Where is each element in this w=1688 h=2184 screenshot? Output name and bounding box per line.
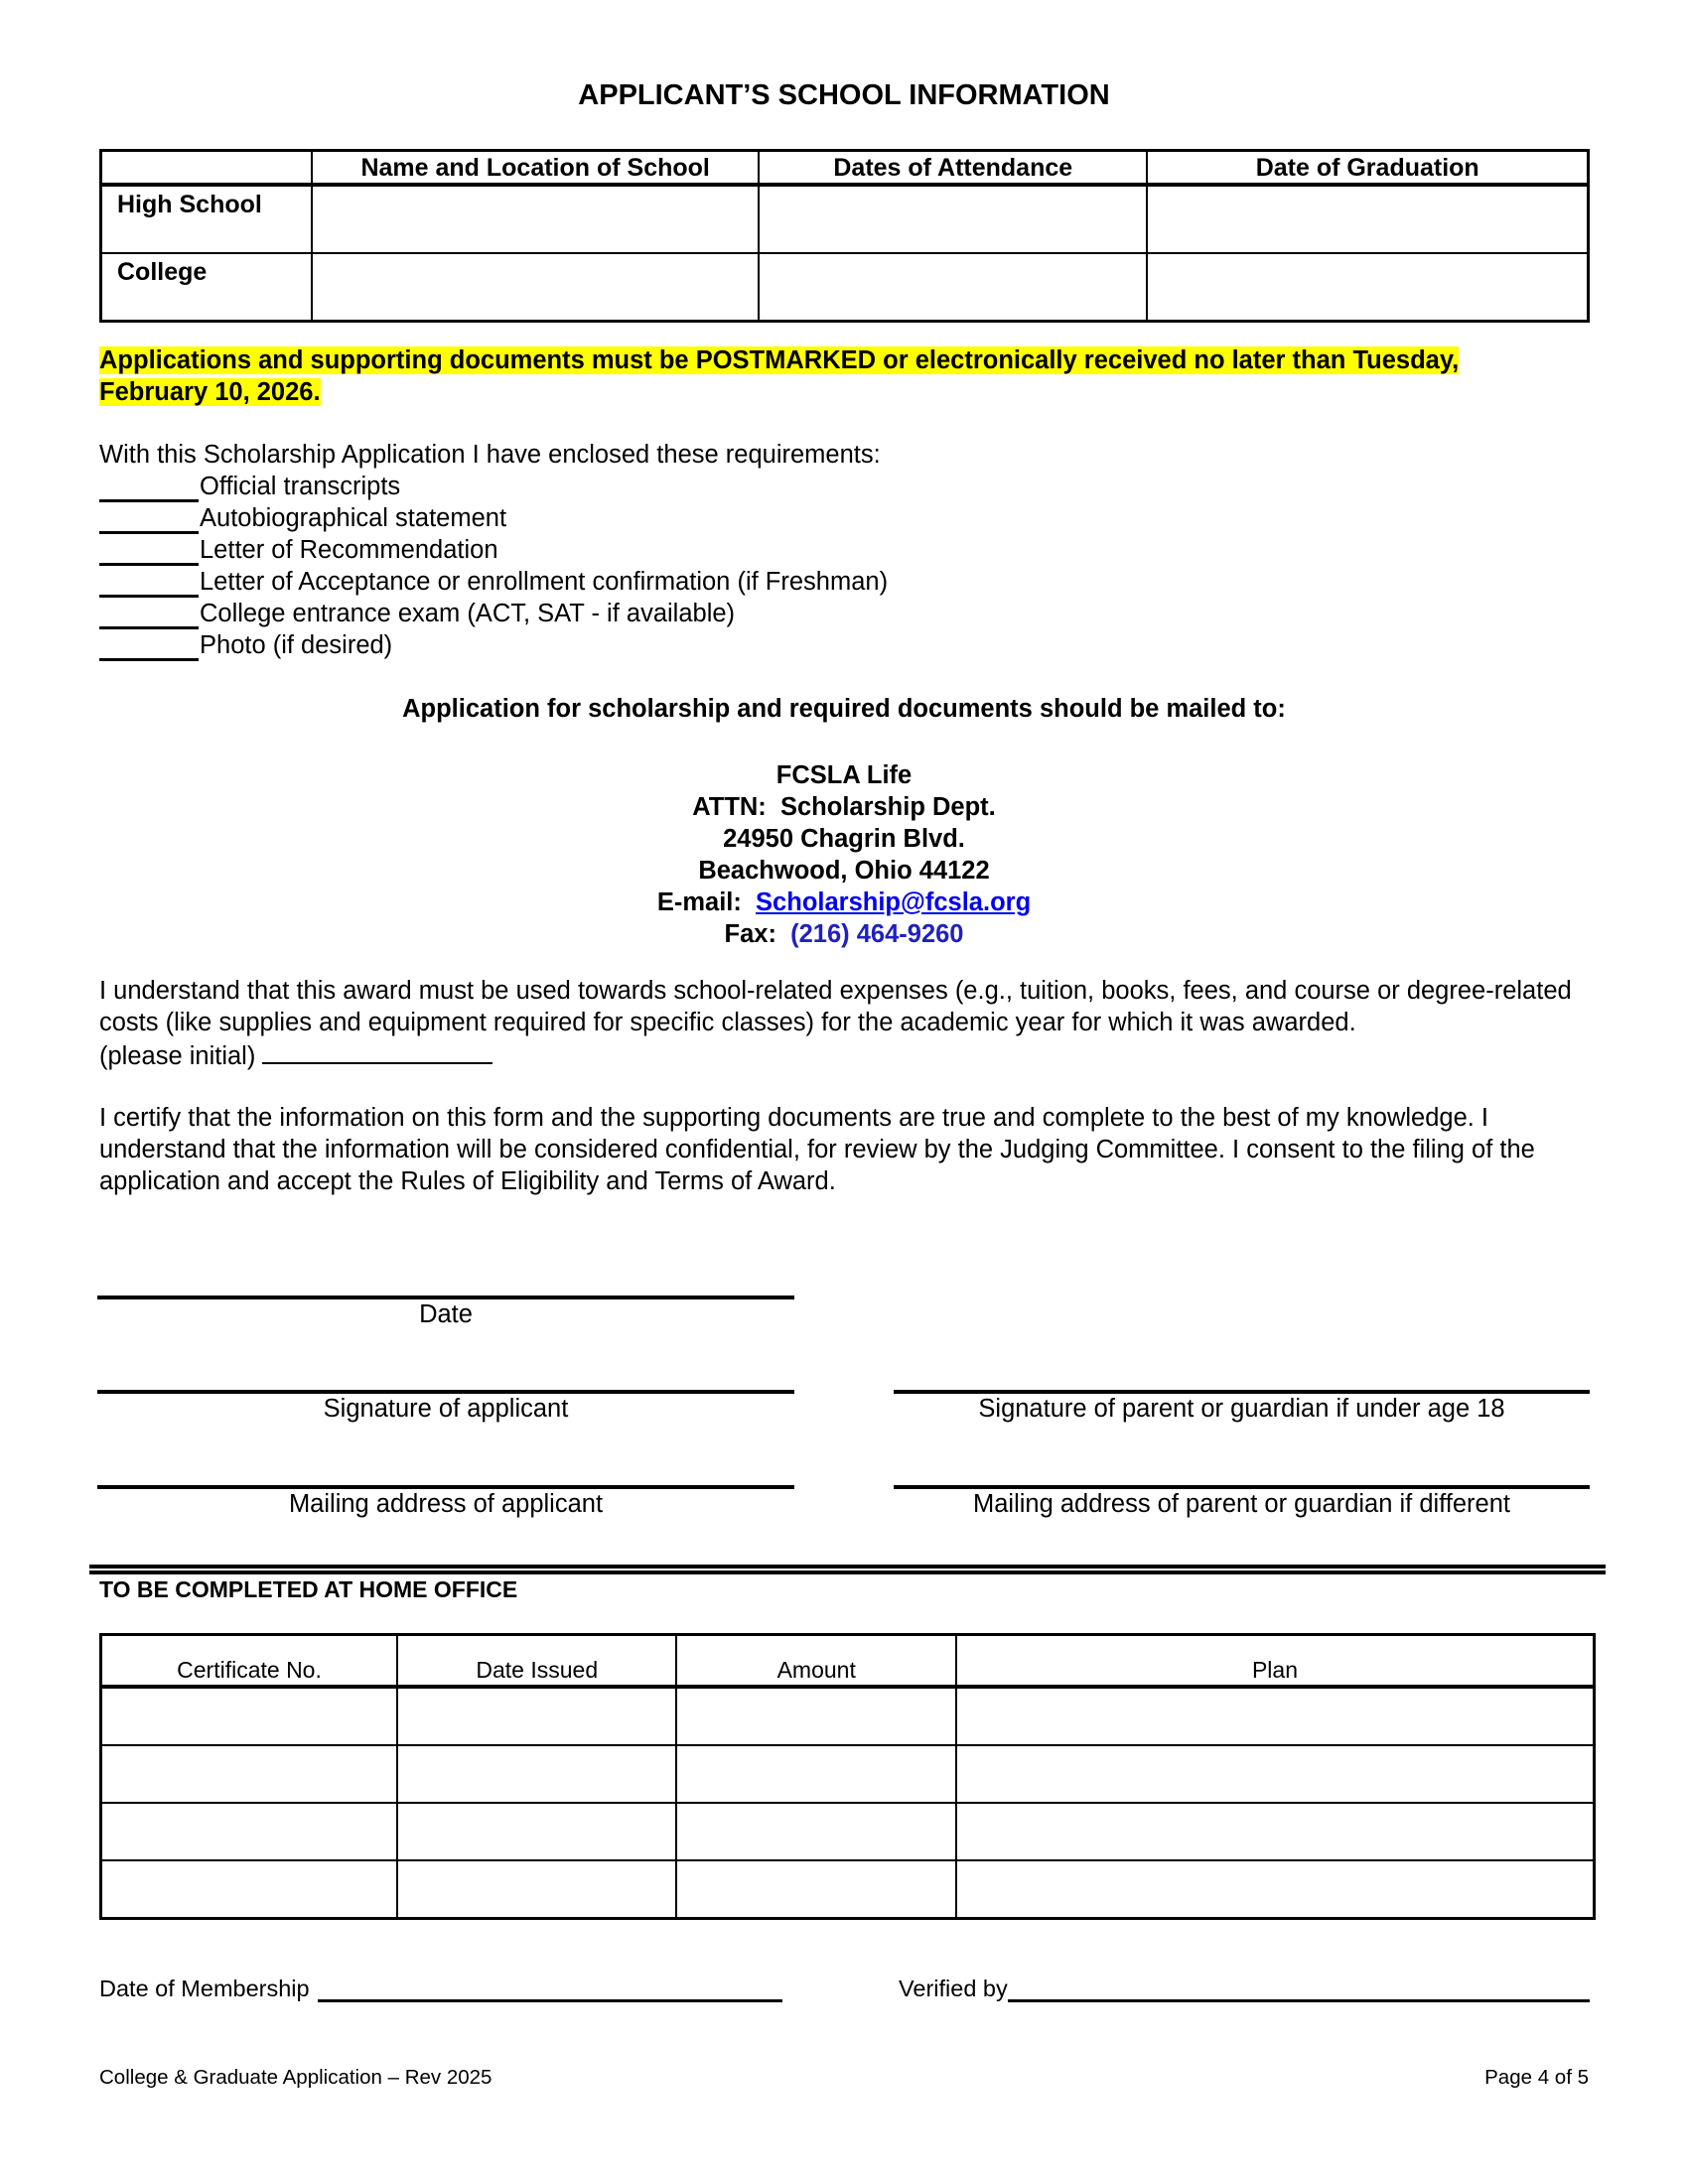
school-table-header-row xyxy=(101,151,1589,186)
table-row-college xyxy=(101,253,1589,322)
amount-cell[interactable] xyxy=(676,1803,955,1860)
high-school-name-field[interactable] xyxy=(312,185,759,253)
plan-cell[interactable] xyxy=(956,1860,1595,1919)
mailing-address-block xyxy=(0,759,1688,950)
requirement-item xyxy=(99,598,888,629)
address-attn: ATTN: Scholarship Dept. xyxy=(692,793,996,821)
date-issued-cell[interactable] xyxy=(397,1803,676,1860)
date-line[interactable] xyxy=(97,1296,794,1299)
applicant-signature-line[interactable] xyxy=(97,1390,794,1394)
table-row xyxy=(101,1745,1595,1803)
deadline-notice xyxy=(99,344,1590,408)
section-divider-rule xyxy=(89,1570,1606,1574)
date-issued-cell[interactable] xyxy=(397,1687,676,1745)
verified-by-field xyxy=(899,1976,1590,2002)
certificate-no-cell[interactable] xyxy=(101,1803,398,1860)
requirement-check-blank[interactable] xyxy=(99,537,199,566)
amount-cell[interactable] xyxy=(676,1860,955,1919)
initial-label: (please initial) xyxy=(99,1042,256,1070)
requirement-item xyxy=(99,566,888,598)
plan-cell[interactable] xyxy=(956,1803,1595,1860)
guardian-address-line[interactable] xyxy=(894,1485,1590,1489)
high-school-dates-field[interactable] xyxy=(759,185,1147,253)
table-row-high-school xyxy=(101,185,1589,253)
applicant-address-line[interactable] xyxy=(97,1485,794,1489)
award-use-text: I understand that this award must be used towards school-related expenses (e.g., tuition, books, fees, and course or degree-related costs (like supplies and equipment required for specific classes) for the academic year for which it was awarded. xyxy=(99,977,1572,1036)
guardian-signature-label: Signature of parent or guardian if under age 18 xyxy=(978,1395,1505,1423)
header-amount: Amount xyxy=(676,1635,955,1688)
email-link[interactable]: Scholarship@fcsla.org xyxy=(756,888,1032,916)
header-plan: Plan xyxy=(956,1635,1595,1688)
certificate-no-cell[interactable] xyxy=(101,1745,398,1803)
applicant-signature-label: Signature of applicant xyxy=(323,1395,569,1423)
requirement-label: Photo (if desired) xyxy=(200,631,393,659)
requirement-label: Letter of Recommendation xyxy=(200,536,498,564)
requirement-label: Letter of Acceptance or enrollment confirmation (if Freshman) xyxy=(200,568,889,596)
header-dates-attendance: Dates of Attendance xyxy=(759,151,1147,186)
award-use-statement xyxy=(99,975,1594,1072)
table-row xyxy=(101,1803,1595,1860)
section-divider-rule xyxy=(89,1565,1606,1569)
verified-by-label: Verified by xyxy=(899,1976,1008,2001)
college-dates-field[interactable] xyxy=(759,253,1147,322)
home-office-table xyxy=(99,1633,1596,1920)
mailing-heading: Application for scholarship and required documents should be mailed to: xyxy=(402,695,1286,723)
plan-cell[interactable] xyxy=(956,1745,1595,1803)
date-of-membership-field xyxy=(99,1976,782,2002)
fax-label: Fax: xyxy=(724,920,776,948)
verified-by-input[interactable] xyxy=(1008,1976,1590,2002)
requirement-check-blank[interactable] xyxy=(99,569,199,598)
college-name-field[interactable] xyxy=(312,253,759,322)
requirement-item xyxy=(99,629,888,661)
fax-number: (216) 464-9260 xyxy=(790,920,964,948)
date-label: Date xyxy=(419,1300,473,1328)
certification-statement: I certify that the information on this form and the supporting documents are true and complete to the best of my knowledge. I understand that the information will be considered confidential, for review by the Judging Committee. I consent to the filing of the application and accept the Rules of Eligibility and Terms of Award. xyxy=(99,1104,1535,1195)
header-blank xyxy=(101,151,313,186)
guardian-address-label: Mailing address of parent or guardian if different xyxy=(972,1490,1511,1518)
requirement-item xyxy=(99,534,888,566)
requirement-check-blank[interactable] xyxy=(99,601,199,629)
address-email-line xyxy=(0,887,1688,918)
initial-field[interactable] xyxy=(262,1038,492,1064)
address-street: 24950 Chagrin Blvd. xyxy=(723,825,965,853)
deadline-text-line2: February 10, 2026. xyxy=(99,378,321,406)
date-issued-cell[interactable] xyxy=(397,1745,676,1803)
high-school-graduation-field[interactable] xyxy=(1147,185,1588,253)
deadline-text-line1: Applications and supporting documents must be POSTMARKED or electronically received no later than Tuesday, xyxy=(99,346,1460,374)
row-label-high-school: High School xyxy=(101,185,313,253)
table-row xyxy=(101,1860,1595,1919)
requirement-check-blank[interactable] xyxy=(99,632,199,661)
address-fax-line xyxy=(0,918,1688,950)
footer-form-revision: College & Graduate Application – Rev 2025 xyxy=(99,2066,492,2089)
address-city: Beachwood, Ohio 44122 xyxy=(698,857,990,885)
requirements-intro: With this Scholarship Application I have enclosed these requirements: xyxy=(99,441,881,469)
page-title: APPLICANT’S SCHOOL INFORMATION xyxy=(578,79,1110,111)
applicant-address-label: Mailing address of applicant xyxy=(288,1490,604,1518)
header-date-graduation: Date of Graduation xyxy=(1147,151,1588,186)
plan-cell[interactable] xyxy=(956,1687,1595,1745)
requirement-check-blank[interactable] xyxy=(99,474,199,502)
table-row xyxy=(101,1687,1595,1745)
amount-cell[interactable] xyxy=(676,1687,955,1745)
certificate-no-cell[interactable] xyxy=(101,1860,398,1919)
requirement-label: Autobiographical statement xyxy=(200,504,507,532)
requirement-item xyxy=(99,502,888,534)
header-date-issued: Date Issued xyxy=(397,1635,676,1688)
date-of-membership-input[interactable] xyxy=(318,1976,782,2002)
certificate-no-cell[interactable] xyxy=(101,1687,398,1745)
date-issued-cell[interactable] xyxy=(397,1860,676,1919)
address-org: FCSLA Life xyxy=(775,761,913,789)
home-office-heading: TO BE COMPLETED AT HOME OFFICE xyxy=(99,1576,518,1602)
requirement-item xyxy=(99,471,888,502)
amount-cell[interactable] xyxy=(676,1745,955,1803)
row-label-college: College xyxy=(101,253,313,322)
guardian-signature-line[interactable] xyxy=(894,1390,1590,1394)
header-name-location: Name and Location of School xyxy=(312,151,759,186)
footer-page-number: Page 4 of 5 xyxy=(1484,2066,1589,2089)
requirement-label: College entrance exam (ACT, SAT - if available) xyxy=(200,600,736,627)
header-certificate-no: Certificate No. xyxy=(101,1635,398,1688)
school-info-table xyxy=(99,149,1590,323)
date-of-membership-label: Date of Membership xyxy=(99,1976,310,2001)
office-table-header-row xyxy=(101,1635,1595,1688)
email-label: E-mail: xyxy=(656,888,742,916)
college-graduation-field[interactable] xyxy=(1147,253,1588,322)
requirement-check-blank[interactable] xyxy=(99,505,199,534)
requirement-label: Official transcripts xyxy=(200,473,401,500)
requirements-checklist xyxy=(99,471,888,661)
